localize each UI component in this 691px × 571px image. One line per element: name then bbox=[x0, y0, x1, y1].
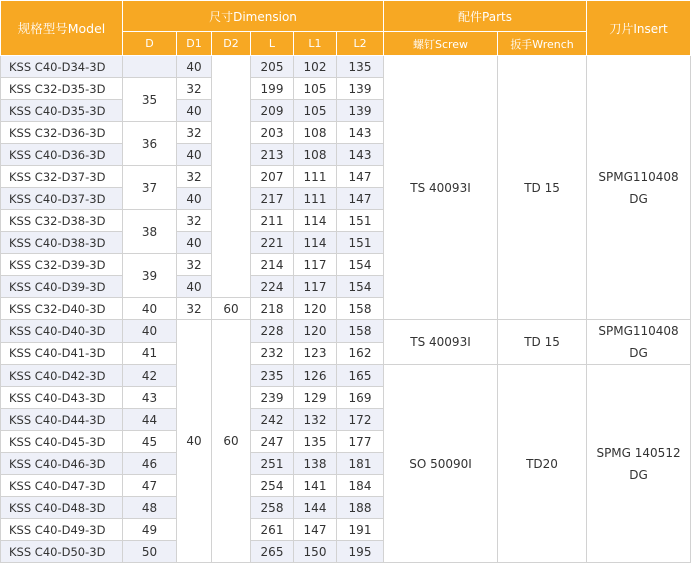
cell-model: KSS C40-D42-3D bbox=[1, 365, 123, 387]
cell-l2: 158 bbox=[337, 298, 384, 320]
cell-model: KSS C40-D44-3D bbox=[1, 409, 123, 431]
cell-l2: 172 bbox=[337, 409, 384, 431]
cell-l1: 120 bbox=[294, 320, 337, 343]
cell-l1: 114 bbox=[294, 210, 337, 232]
cell-d: 42 bbox=[123, 365, 177, 387]
cell-d1: 32 bbox=[177, 210, 212, 232]
cell-model: KSS C32-D35-3D bbox=[1, 78, 123, 100]
cell-d: 35 bbox=[123, 78, 177, 122]
cell-d: 41 bbox=[123, 342, 177, 365]
cell-model: KSS C40-D38-3D bbox=[1, 232, 123, 254]
cell-d1-shared: 40 bbox=[177, 320, 212, 563]
cell-d1: 32 bbox=[177, 254, 212, 276]
cell-wrench-g2: TD 15 bbox=[498, 320, 587, 365]
insert-line1: SPMG 140512 bbox=[596, 445, 681, 460]
cell-model: KSS C40-D36-3D bbox=[1, 144, 123, 166]
cell-l2: 154 bbox=[337, 254, 384, 276]
cell-model: KSS C40-D46-3D bbox=[1, 453, 123, 475]
cell-l: 221 bbox=[251, 232, 294, 254]
cell-model: KSS C40-D35-3D bbox=[1, 100, 123, 122]
cell-l2: 135 bbox=[337, 56, 384, 78]
cell-insert-g3 bbox=[587, 365, 691, 563]
cell-d: 46 bbox=[123, 453, 177, 475]
cell-l1: 126 bbox=[294, 365, 337, 387]
cell-d: 40 bbox=[123, 298, 177, 320]
cell-d1: 32 bbox=[177, 78, 212, 100]
insert-line1: SPMG110408 bbox=[598, 324, 679, 338]
cell-l1: 105 bbox=[294, 78, 337, 100]
cell-l2: 195 bbox=[337, 541, 384, 563]
cell-model: KSS C40-D47-3D bbox=[1, 475, 123, 497]
cell-model: KSS C40-D34-3D bbox=[1, 56, 123, 78]
cell-d2-empty bbox=[212, 56, 251, 298]
cell-d1: 40 bbox=[177, 56, 212, 78]
cell-d1: 40 bbox=[177, 144, 212, 166]
header-dimension: 尺寸Dimension bbox=[123, 1, 384, 32]
cell-l1: 141 bbox=[294, 475, 337, 497]
insert-line1: SPMG110408 bbox=[598, 169, 679, 184]
cell-d1: 40 bbox=[177, 232, 212, 254]
cell-d: 39 bbox=[123, 254, 177, 298]
cell-l2: 151 bbox=[337, 232, 384, 254]
cell-l2: 181 bbox=[337, 453, 384, 475]
cell-d: 48 bbox=[123, 497, 177, 519]
cell-l: 235 bbox=[251, 365, 294, 387]
header-model: 规格型号Model bbox=[1, 1, 123, 56]
cell-d: 47 bbox=[123, 475, 177, 497]
cell-l1: 117 bbox=[294, 254, 337, 276]
header-d: D bbox=[123, 32, 177, 56]
insert-line2: DG bbox=[629, 191, 648, 206]
header-l: L bbox=[251, 32, 294, 56]
table-row bbox=[1, 365, 691, 387]
cell-l1: 138 bbox=[294, 453, 337, 475]
cell-l2: 177 bbox=[337, 431, 384, 453]
cell-d1: 40 bbox=[177, 276, 212, 298]
header-screw: 螺钉Screw bbox=[384, 32, 498, 56]
cell-wrench-g3: TD20 bbox=[498, 365, 587, 563]
cell-l1: 111 bbox=[294, 188, 337, 210]
header-l1: L1 bbox=[294, 32, 337, 56]
cell-l: 247 bbox=[251, 431, 294, 453]
cell-l1: 123 bbox=[294, 342, 337, 365]
cell-l: 218 bbox=[251, 298, 294, 320]
cell-model: KSS C32-D39-3D bbox=[1, 254, 123, 276]
cell-insert-g2 bbox=[587, 320, 691, 365]
cell-model: KSS C40-D50-3D bbox=[1, 541, 123, 563]
cell-l: 265 bbox=[251, 541, 294, 563]
insert-line2: DG bbox=[629, 346, 648, 360]
cell-l2: 158 bbox=[337, 320, 384, 343]
cell-model: KSS C32-D36-3D bbox=[1, 122, 123, 144]
header-l2: L2 bbox=[337, 32, 384, 56]
cell-d1: 40 bbox=[177, 188, 212, 210]
cell-d1: 40 bbox=[177, 100, 212, 122]
cell-l1: 108 bbox=[294, 122, 337, 144]
cell-l1: 114 bbox=[294, 232, 337, 254]
cell-l2: 147 bbox=[337, 188, 384, 210]
header-d2: D2 bbox=[212, 32, 251, 56]
cell-l1: 102 bbox=[294, 56, 337, 78]
cell-model: KSS C32-D38-3D bbox=[1, 210, 123, 232]
cell-model: KSS C40-D37-3D bbox=[1, 188, 123, 210]
cell-l: 217 bbox=[251, 188, 294, 210]
cell-l: 207 bbox=[251, 166, 294, 188]
cell-d: 44 bbox=[123, 409, 177, 431]
cell-d2-shared: 60 bbox=[212, 320, 251, 563]
table-row bbox=[1, 320, 691, 343]
cell-l2: 191 bbox=[337, 519, 384, 541]
cell-l: 199 bbox=[251, 78, 294, 100]
cell-d: 37 bbox=[123, 166, 177, 210]
cell-l1: 120 bbox=[294, 298, 337, 320]
cell-l1: 108 bbox=[294, 144, 337, 166]
cell-l: 232 bbox=[251, 342, 294, 365]
cell-model: KSS C40-D39-3D bbox=[1, 276, 123, 298]
cell-l: 211 bbox=[251, 210, 294, 232]
cell-model: KSS C40-D40-3D bbox=[1, 320, 123, 343]
cell-l: 242 bbox=[251, 409, 294, 431]
cell-l: 228 bbox=[251, 320, 294, 343]
cell-l2: 154 bbox=[337, 276, 384, 298]
cell-l1: 150 bbox=[294, 541, 337, 563]
cell-l: 224 bbox=[251, 276, 294, 298]
cell-d bbox=[123, 56, 177, 78]
cell-l: 261 bbox=[251, 519, 294, 541]
cell-l1: 105 bbox=[294, 100, 337, 122]
cell-d1: 32 bbox=[177, 166, 212, 188]
cell-model: KSS C40-D43-3D bbox=[1, 387, 123, 409]
cell-d: 45 bbox=[123, 431, 177, 453]
header-d1: D1 bbox=[177, 32, 212, 56]
cell-l: 254 bbox=[251, 475, 294, 497]
cell-l2: 184 bbox=[337, 475, 384, 497]
cell-d2: 60 bbox=[212, 298, 251, 320]
cell-l: 258 bbox=[251, 497, 294, 519]
table-row bbox=[1, 56, 691, 78]
cell-l2: 139 bbox=[337, 100, 384, 122]
cell-model: KSS C40-D45-3D bbox=[1, 431, 123, 453]
cell-model: KSS C32-D40-3D bbox=[1, 298, 123, 320]
cell-l: 209 bbox=[251, 100, 294, 122]
header-wrench: 扳手Wrench bbox=[498, 32, 587, 56]
insert-line2: DG bbox=[629, 467, 648, 482]
cell-d1: 32 bbox=[177, 122, 212, 144]
cell-l: 213 bbox=[251, 144, 294, 166]
cell-screw-g3: SO 50090I bbox=[384, 365, 498, 563]
cell-model: KSS C40-D49-3D bbox=[1, 519, 123, 541]
cell-insert-g1 bbox=[587, 56, 691, 320]
cell-d: 43 bbox=[123, 387, 177, 409]
cell-l2: 165 bbox=[337, 365, 384, 387]
cell-l2: 169 bbox=[337, 387, 384, 409]
cell-d: 38 bbox=[123, 210, 177, 254]
cell-screw-g2: TS 40093I bbox=[384, 320, 498, 365]
cell-d: 49 bbox=[123, 519, 177, 541]
cell-l1: 111 bbox=[294, 166, 337, 188]
cell-l1: 132 bbox=[294, 409, 337, 431]
cell-d: 40 bbox=[123, 320, 177, 343]
cell-d: 36 bbox=[123, 122, 177, 166]
header-parts: 配件Parts bbox=[384, 1, 587, 32]
cell-model: KSS C40-D41-3D bbox=[1, 342, 123, 365]
cell-l1: 144 bbox=[294, 497, 337, 519]
cell-model: KSS C32-D37-3D bbox=[1, 166, 123, 188]
header-insert: 刀片Insert bbox=[587, 1, 691, 56]
cell-l1: 117 bbox=[294, 276, 337, 298]
cell-d: 50 bbox=[123, 541, 177, 563]
cell-l: 203 bbox=[251, 122, 294, 144]
cell-l2: 143 bbox=[337, 144, 384, 166]
cell-l1: 147 bbox=[294, 519, 337, 541]
cell-l2: 139 bbox=[337, 78, 384, 100]
cell-l: 205 bbox=[251, 56, 294, 78]
cell-l2: 147 bbox=[337, 166, 384, 188]
cell-l2: 143 bbox=[337, 122, 384, 144]
cell-d1: 32 bbox=[177, 298, 212, 320]
cell-wrench-g1: TD 15 bbox=[498, 56, 587, 320]
cell-l2: 188 bbox=[337, 497, 384, 519]
cell-l2: 162 bbox=[337, 342, 384, 365]
cell-model: KSS C40-D48-3D bbox=[1, 497, 123, 519]
cell-l1: 129 bbox=[294, 387, 337, 409]
cell-l: 251 bbox=[251, 453, 294, 475]
cell-l1: 135 bbox=[294, 431, 337, 453]
cell-screw-g1: TS 40093I bbox=[384, 56, 498, 320]
cell-l: 214 bbox=[251, 254, 294, 276]
cell-l: 239 bbox=[251, 387, 294, 409]
cell-l2: 151 bbox=[337, 210, 384, 232]
